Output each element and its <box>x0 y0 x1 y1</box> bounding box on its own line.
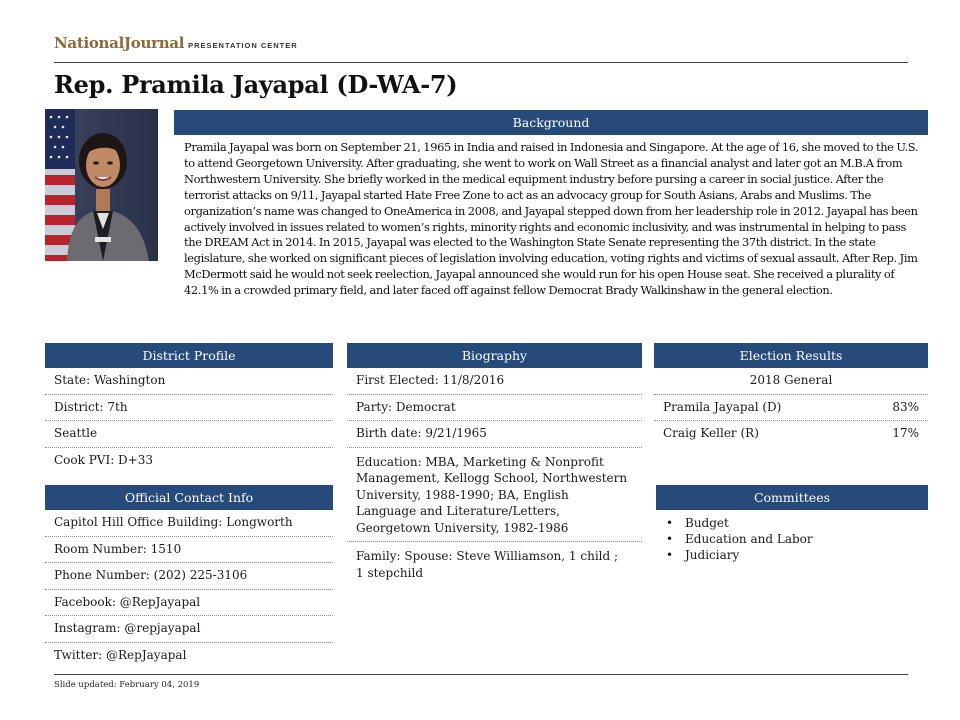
committee-name: Education and Labor <box>685 532 813 546</box>
committees-header-label: Committees <box>753 490 831 505</box>
bio-family: Family: Spouse: Steve Williamson, 1 child ; 1 stepchild <box>356 549 619 580</box>
brand-name: NationalJournal <box>54 34 185 52</box>
bullet-icon: • <box>666 548 674 562</box>
contact-info-section <box>45 485 333 668</box>
contact-room-number: Room Number: 1510 <box>45 537 333 564</box>
election-subtitle: 2018 General <box>654 368 928 395</box>
contact-phone: Phone Number: (202) 225-3106 <box>45 563 333 590</box>
committee-item <box>666 531 928 547</box>
candidate-name: Craig Keller (R) <box>663 426 759 440</box>
bio-party: Party: Democrat <box>347 395 642 422</box>
bullet-icon: • <box>666 532 674 546</box>
bio-first-elected: First Elected: 11/8/2016 <box>347 368 642 395</box>
committees-list <box>656 510 928 563</box>
district-state: State: Washington <box>45 368 333 395</box>
biography-header-label: Biography <box>461 348 528 363</box>
election-result-row <box>654 395 928 422</box>
committee-name: Judiciary <box>685 548 740 562</box>
election-result-row <box>654 421 928 447</box>
background-text: Pramila Jayapal was born on September 21, 1965 in India and raised in Indonesia and Singapore. At the age of 16, she moved to the U.S. to attend Georgetown University. After graduating, she went to work on Wall Street as a financial analyst and later got an M.B.A from Northwestern University. She briefly worked in the medical equipment industry before pursing a career in social justice. After the terrorist attacks on 9/11, Jayapal started Hate Free Zone to act as an advocacy group for South Asians, Arabs and Muslims. The organization’s name was changed to OneAmerica in 2008, and Jayapal stepped down from her leadership role in 2012. Jayapal has been actively involved in issues related to women’s rights, minority rights and economic inclusivity, and was instrumental in helping to pass the DREAM Act in 2014. In 2015, Jayapal was elected to the Washington State Senate representing the 37th district. In the state legislature, she worked on significant pieces of legislation involving education, voting rights and victims of sexual assault. After Rep. Jim McDermott said he would not seek reelection, Jayapal announced she would run for his open House seat. She received a plurality of 42.1% in a crowded primary field, and later faced off against fellow Democrat Brady Walkinshaw in the general election. <box>184 140 919 298</box>
brand-logo <box>54 34 298 52</box>
background-header-label: Background <box>512 115 590 130</box>
election-results-header <box>654 343 928 368</box>
biography-header <box>347 343 642 368</box>
brand-subtitle: PRESENTATION CENTER <box>188 41 298 50</box>
page-title: Rep. Pramila Jayapal (D-WA-7) <box>54 70 458 99</box>
slide-updated-footer: Slide updated: February 04, 2019 <box>54 680 200 690</box>
candidate-pct: 83% <box>892 399 919 414</box>
election-results-header-label: Election Results <box>739 348 843 363</box>
contact-info-header <box>45 485 333 510</box>
contact-info-header-label: Official Contact Info <box>124 490 254 505</box>
top-divider <box>54 62 908 63</box>
committees-header <box>656 485 928 510</box>
district-number: District: 7th <box>45 395 333 422</box>
bullet-icon: • <box>666 516 674 530</box>
contact-office-building: Capitol Hill Office Building: Longworth <box>45 510 333 537</box>
committee-item <box>666 515 928 531</box>
contact-instagram: Instagram: @repjayapal <box>45 616 333 643</box>
committee-name: Budget <box>685 516 729 530</box>
committee-item <box>666 547 928 563</box>
bio-education: Education: MBA, Marketing & Nonprofit Management, Kellogg School, Northwestern University, 1988-1990; BA, English Language and Literature/Letters, Georgetown University, 1982-1986 <box>347 448 642 543</box>
background-header <box>174 110 928 135</box>
portrait-image <box>45 109 158 261</box>
district-profile-section <box>45 343 333 473</box>
district-cook-pvi: Cook PVI: D+33 <box>54 452 153 467</box>
biography-section <box>347 343 642 586</box>
election-results-section <box>654 343 928 447</box>
bottom-divider <box>54 674 908 675</box>
contact-facebook: Facebook: @RepJayapal <box>45 590 333 617</box>
bio-birth-date: Birth date: 9/21/1965 <box>347 421 642 448</box>
candidate-name: Pramila Jayapal (D) <box>663 399 782 414</box>
district-profile-header <box>45 343 333 368</box>
district-city: Seattle <box>45 421 333 448</box>
candidate-pct: 17% <box>892 426 919 440</box>
contact-twitter: Twitter: @RepJayapal <box>54 647 187 662</box>
district-profile-header-label: District Profile <box>142 348 236 363</box>
portrait-photo <box>45 109 158 261</box>
committees-section <box>656 485 928 563</box>
